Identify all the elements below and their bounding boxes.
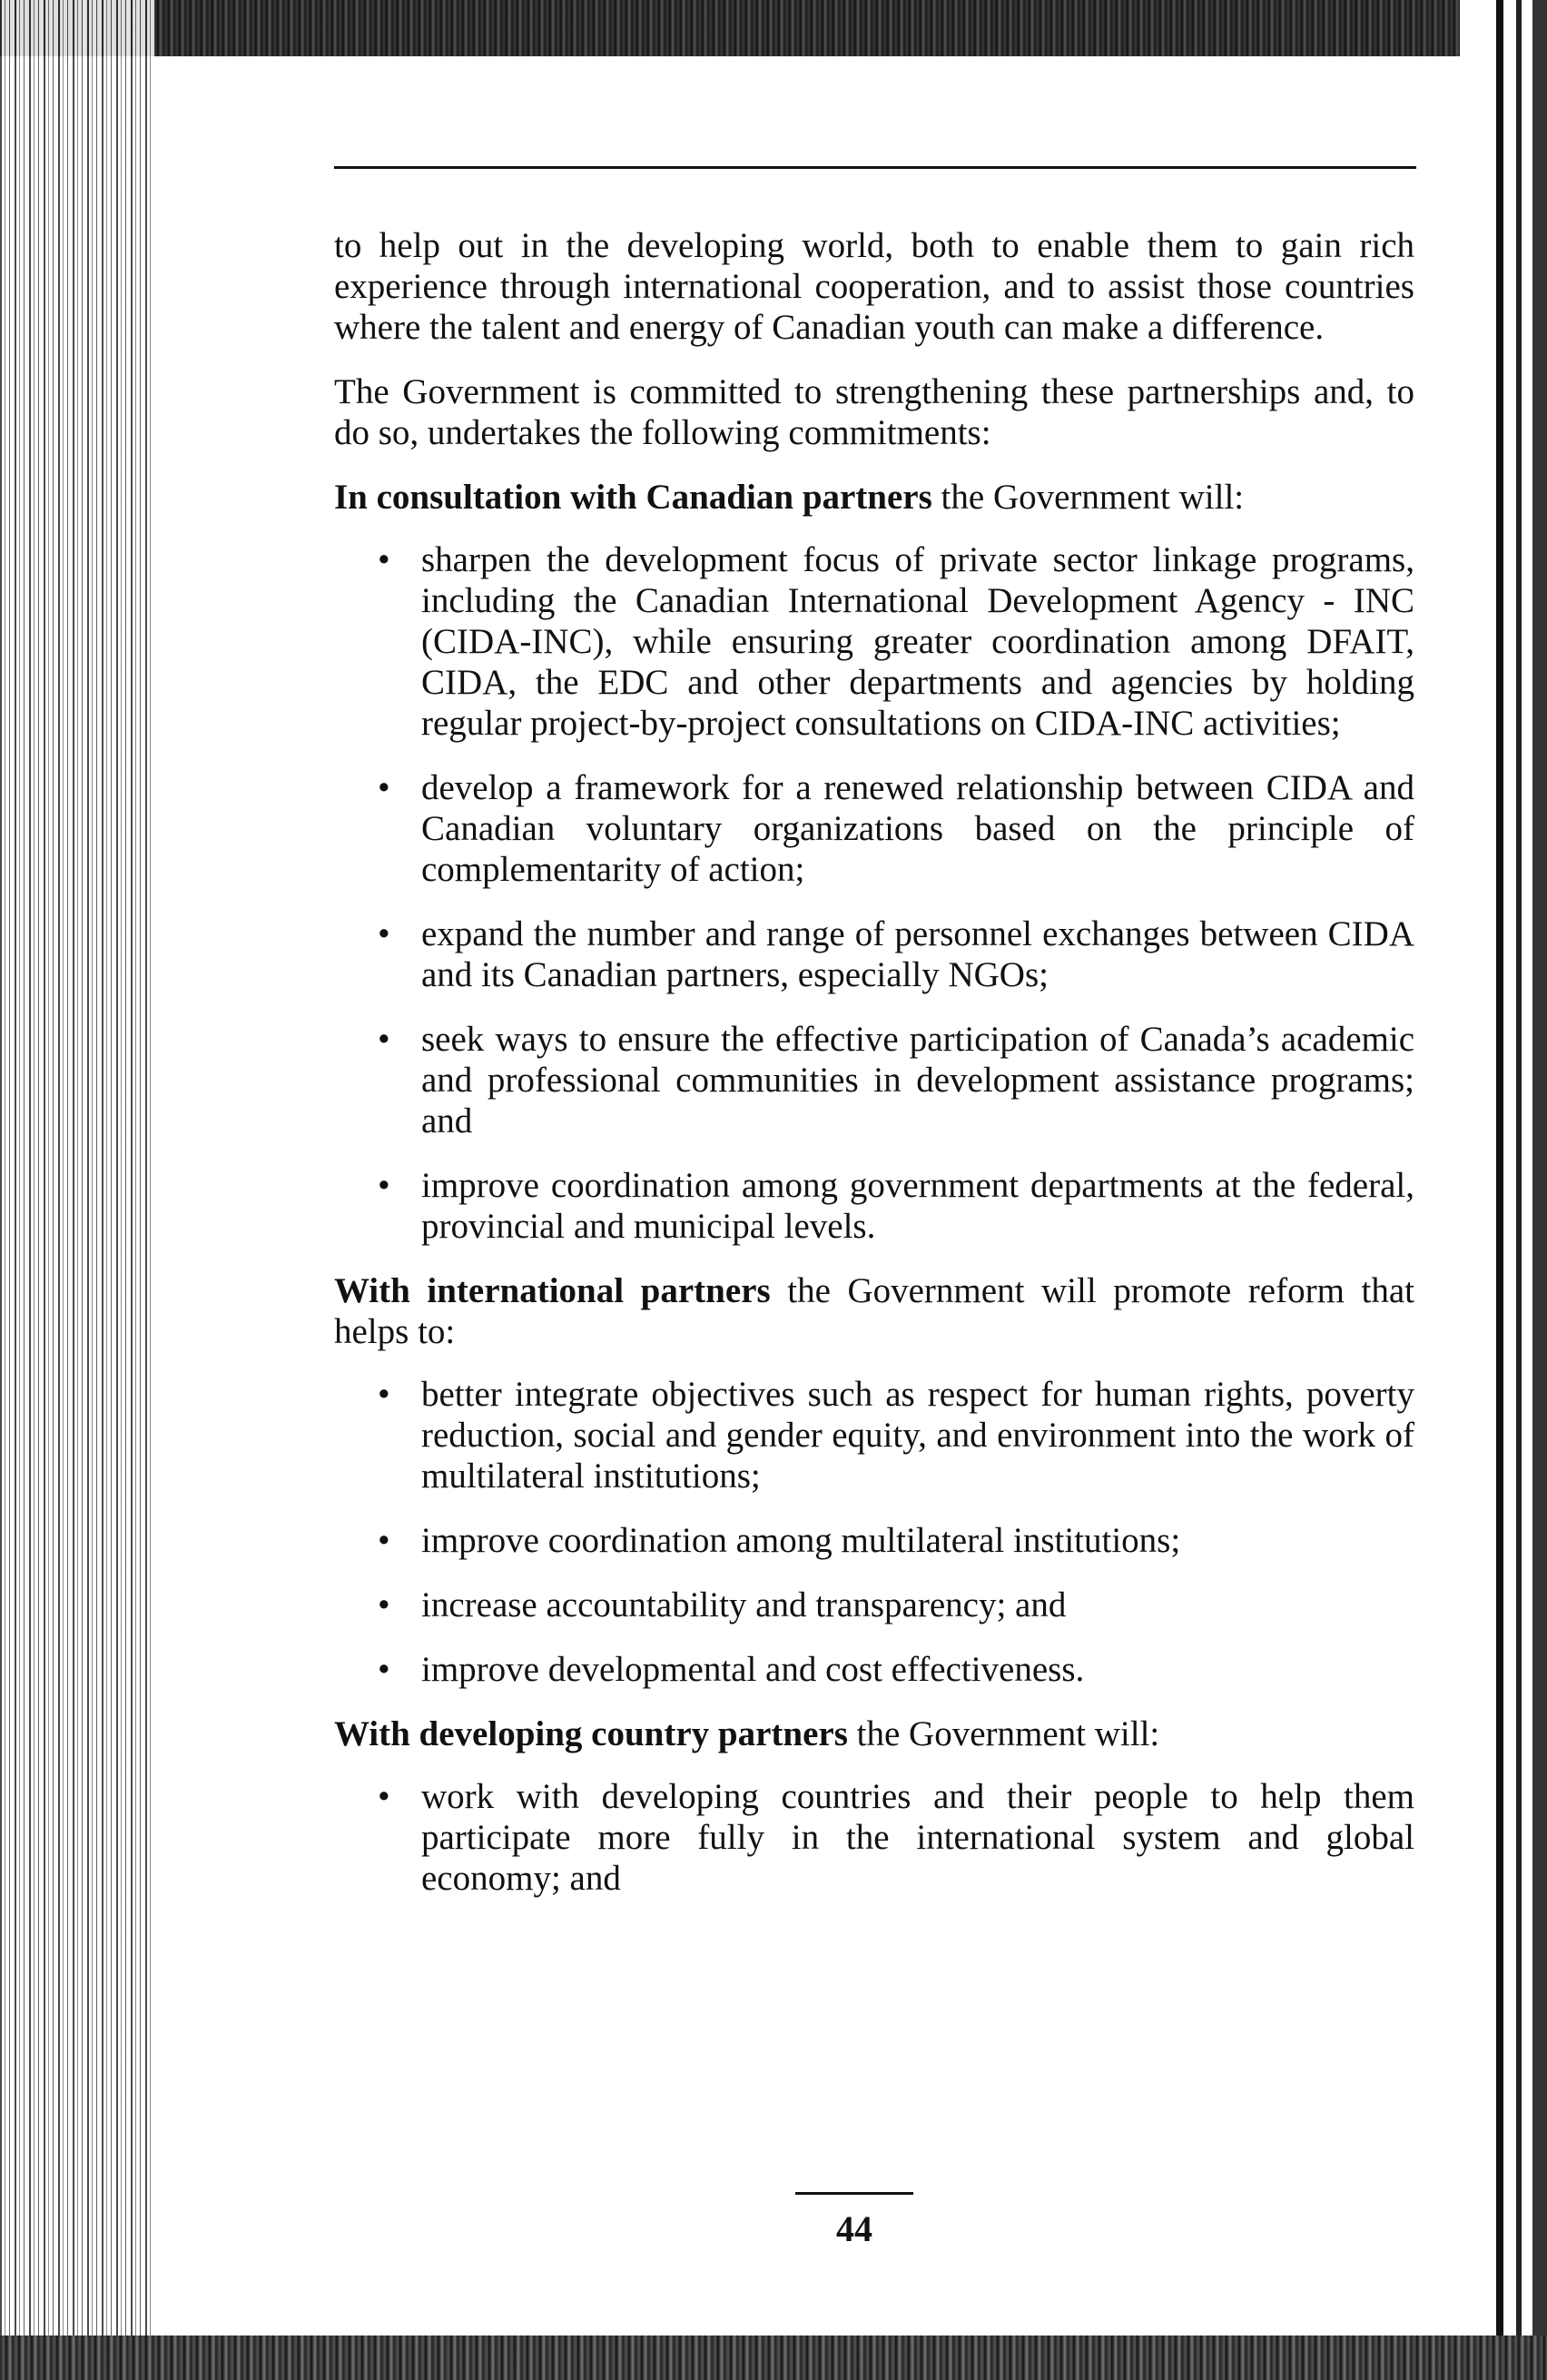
section-international-partners bbox=[334, 1270, 1414, 1690]
list-item-text: better integrate objectives such as respect for human rights, poverty reduction, social and gender equity, and environment into the work of multilateral institutions; bbox=[421, 1375, 1414, 1496]
list-item bbox=[334, 1165, 1414, 1247]
section-heading-rest: the Government will: bbox=[931, 478, 1245, 517]
bullet-icon: • bbox=[378, 1166, 390, 1205]
footer-rule bbox=[795, 2192, 913, 2195]
list-item-text: seek ways to ensure the effective participation of Canada’s academic and professional communities in development assistance programs; and bbox=[421, 1020, 1414, 1141]
intro-paragraph: to help out in the developing world, both to enable them to gain rich experience through international cooperation, and to assist those countries where the talent and energy of Canadian youth can make a difference. bbox=[334, 226, 1414, 347]
page-number: 44 bbox=[836, 2208, 872, 2249]
list-item-text: improve coordination among government departments at the federal, provincial and municipal levels. bbox=[421, 1166, 1414, 1246]
list-item-text: sharpen the development focus of private sector linkage programs, including the Canadian International Development Agency - INC (CIDA-INC), while ensuring greater coordination among DFAIT, CIDA, the EDC and other departments and agencies by holding regular project-by-project consultations on CIDA-INC activities; bbox=[421, 540, 1414, 743]
list-item bbox=[334, 1374, 1414, 1496]
list-item bbox=[334, 1776, 1414, 1899]
scan-border-right bbox=[1460, 0, 1547, 2380]
list-item bbox=[334, 913, 1414, 995]
bullet-icon: • bbox=[378, 1650, 390, 1689]
list-item-text: develop a framework for a renewed relationship between CIDA and Canadian voluntary organizations based on the principle of complementarity of action; bbox=[421, 768, 1414, 889]
scan-border-left bbox=[0, 0, 154, 2380]
section-heading bbox=[334, 477, 1414, 518]
bullet-icon: • bbox=[378, 1375, 390, 1414]
commitment-paragraph: The Government is committed to strengthening these partnerships and, to do so, undertakes the following commitments: bbox=[334, 372, 1414, 452]
scan-border-bottom bbox=[0, 2336, 1547, 2380]
section-heading-bold: With international partners bbox=[334, 1271, 771, 1310]
page-footer bbox=[795, 2192, 913, 2249]
list-item-text: work with developing countries and their people to help them participate more fully in the international system and global economy; and bbox=[421, 1777, 1414, 1898]
section-heading-bold: With developing country partners bbox=[334, 1714, 848, 1753]
bullet-list bbox=[334, 1374, 1414, 1690]
section-developing-country-partners bbox=[334, 1713, 1414, 1899]
list-item bbox=[334, 1585, 1414, 1625]
list-item-text: improve coordination among multilateral institutions; bbox=[421, 1521, 1181, 1560]
bullet-list bbox=[334, 539, 1414, 1247]
section-heading bbox=[334, 1713, 1414, 1754]
section-heading-bold: In consultation with Canadian partners bbox=[334, 478, 932, 517]
bullet-icon: • bbox=[378, 1585, 390, 1625]
list-item-text: expand the number and range of personnel exchanges between CIDA and its Canadian partners, especially NGOs; bbox=[421, 914, 1414, 994]
bullet-icon: • bbox=[378, 1777, 390, 1816]
list-item-text: increase accountability and transparency; and bbox=[421, 1585, 1067, 1625]
bullet-icon: • bbox=[378, 768, 390, 807]
bullet-icon: • bbox=[378, 914, 390, 953]
bullet-icon: • bbox=[378, 1020, 390, 1059]
bullet-list bbox=[334, 1776, 1414, 1899]
section-heading bbox=[334, 1270, 1414, 1352]
header-rule bbox=[334, 166, 1416, 169]
list-item bbox=[334, 539, 1414, 744]
section-heading-rest: the Government will: bbox=[847, 1714, 1160, 1753]
section-canadian-partners bbox=[334, 477, 1414, 1247]
list-item bbox=[334, 1019, 1414, 1141]
list-item-text: improve developmental and cost effectiveness. bbox=[421, 1650, 1085, 1689]
page-body bbox=[334, 225, 1414, 1922]
scan-border-top bbox=[0, 0, 1547, 56]
bullet-icon: • bbox=[378, 1521, 390, 1560]
bullet-icon: • bbox=[378, 540, 390, 579]
list-item bbox=[334, 767, 1414, 890]
list-item bbox=[334, 1520, 1414, 1561]
section-heading-rest: the Government will promote reform that helps to: bbox=[334, 1271, 1414, 1351]
list-item bbox=[334, 1649, 1414, 1690]
